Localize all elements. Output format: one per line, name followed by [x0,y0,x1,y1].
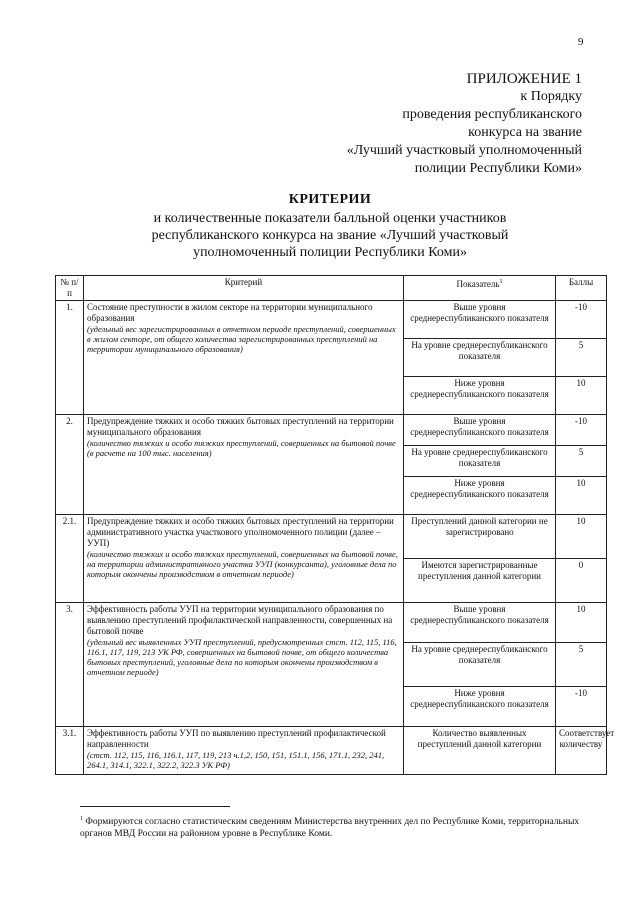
page-number: 9 [578,36,584,48]
footnote-divider [80,806,230,807]
table-row [56,515,607,559]
header-points: Баллы [556,276,607,301]
table-row [56,301,607,339]
criterion-note: (количество тяжких и особо тяжких преступлений, совершенных на бытовой почве (в расчете на 100 тыс. населения) [87,438,396,458]
footnote-text: Формируются согласно статистическим сведениям Министерства внутренних дел по Республике Коми, территориальных органов МВД России на районном уровне в Республике Коми. [80,817,580,840]
document-subtitle [60,210,600,261]
footnote-number: 1 [80,816,83,822]
appendix-line: конкурса на звание [468,125,582,140]
table-row [56,415,607,446]
appendix-line: «Лучший участковый уполномоченный [346,143,582,158]
indicator-cell: Выше уровня среднереспубликанского показателя [404,301,556,339]
appendix-line: полиции Республики Коми» [414,161,582,176]
points-cell: 10 [556,377,607,415]
points-cell: 5 [556,446,607,477]
criterion-cell [84,301,404,415]
points-cell: -10 [556,687,607,727]
criterion-cell [84,603,404,727]
indicator-cell: На уровне среднереспубликанского показателя [404,339,556,377]
indicator-cell: Выше уровня среднереспубликанского показателя [404,415,556,446]
criterion-cell [84,415,404,515]
points-cell: 10 [556,603,607,643]
points-cell: 0 [556,559,607,603]
points-cell: 5 [556,643,607,687]
row-number: 2. [56,415,84,515]
indicator-cell: Количество выявленных преступлений данной категории [404,727,556,775]
criterion-text: Эффективность работы УУП по выявлению преступлений профилактической направленности [87,728,386,749]
header-criterion: Критерий [84,276,404,301]
header-indicator-label: Показатель [456,279,500,289]
table-row [56,603,607,643]
indicator-cell: Выше уровня среднереспубликанского показателя [404,603,556,643]
footnote [80,813,590,840]
indicator-cell: На уровне среднереспубликанского показателя [404,643,556,687]
table-header-row [56,276,607,301]
criterion-note: (удельный вес зарегистрированных в отчетном периоде преступлений, совершенных в жилом секторе, от общего количества зарегистрированных преступлений на территории муниципального образования) [87,324,396,354]
appendix-block [262,70,582,178]
points-cell: -10 [556,415,607,446]
indicator-cell: Преступлений данной категории не зарегистрировано [404,515,556,559]
criterion-text: Предупреждение тяжких и особо тяжких бытовых преступлений на территории административного участка участкового уполномоченного полиции (далее –УУП) [87,516,394,548]
criterion-text: Предупреждение тяжких и особо тяжких бытовых преступлений на территории муниципального образования [87,416,394,437]
document-title: КРИТЕРИИ [288,192,372,207]
criterion-text: Эффективность работы УУП на территории муниципального образования по выявлению преступлений профилактической направленности, совершенных на бытовой почве [87,604,393,636]
indicator-cell: Имеются зарегистрированные преступления данной категории [404,559,556,603]
criteria-table [55,275,615,775]
header-indicator [404,276,556,301]
header-num: № п/п [56,276,84,301]
appendix-line: проведения республиканского [402,107,582,122]
subtitle-line: республиканского конкурса на звание «Лучший участковый [151,228,509,243]
row-number: 1. [56,301,84,415]
footnote-marker: 1 [499,279,503,285]
criterion-note: (стст. 112, 115, 116, 116.1, 117, 119, 213 ч.1,2, 150, 151, 151.1, 156, 171.1, 232, 241, 264.1, 314.1, 322.1, 322.2, 322.3 УК РФ) [87,750,385,770]
points-cell: 10 [556,515,607,559]
table-row [56,727,607,775]
criterion-note: (количество тяжких и особо тяжких преступлений, совершенных на бытовой почве, на территории административного участка УУП (конкурсанта), уголовные дела по которым окончены производством в отчетном периоде) [87,549,398,579]
appendix-line: ПРИЛОЖЕНИЕ 1 [466,71,582,87]
points-cell: -10 [556,301,607,339]
criterion-text: Состояние преступности в жилом секторе на территории муниципального образования [87,302,373,323]
subtitle-line: уполномоченный полиции Республики Коми» [193,245,467,260]
criterion-cell [84,727,404,775]
subtitle-line: и количественные показатели балльной оценки участников [153,211,507,226]
criterion-cell [84,515,404,603]
appendix-line: к Порядку [520,89,582,104]
indicator-cell: Ниже уровня среднереспубликанского показателя [404,687,556,727]
criterion-note: (удельный вес выявленных УУП преступлений, предусмотренных стст. 112, 115, 116, 116.1, 117, 119, 213 УК РФ, совершенных на бытовой почве, от общего количества бытовых преступлений, уголовные дела по которым окончены производством в отчетном периоде) [87,637,397,677]
points-cell: 5 [556,339,607,377]
indicator-cell: Ниже уровня среднереспубликанского показателя [404,477,556,515]
indicator-cell: Ниже уровня среднереспубликанского показателя [404,377,556,415]
row-number: 2.1. [56,515,84,603]
points-cell: Соответствует количеству [556,727,607,775]
indicator-cell: На уровне среднереспубликанского показателя [404,446,556,477]
points-cell: 10 [556,477,607,515]
row-number: 3. [56,603,84,727]
row-number: 3.1. [56,727,84,775]
